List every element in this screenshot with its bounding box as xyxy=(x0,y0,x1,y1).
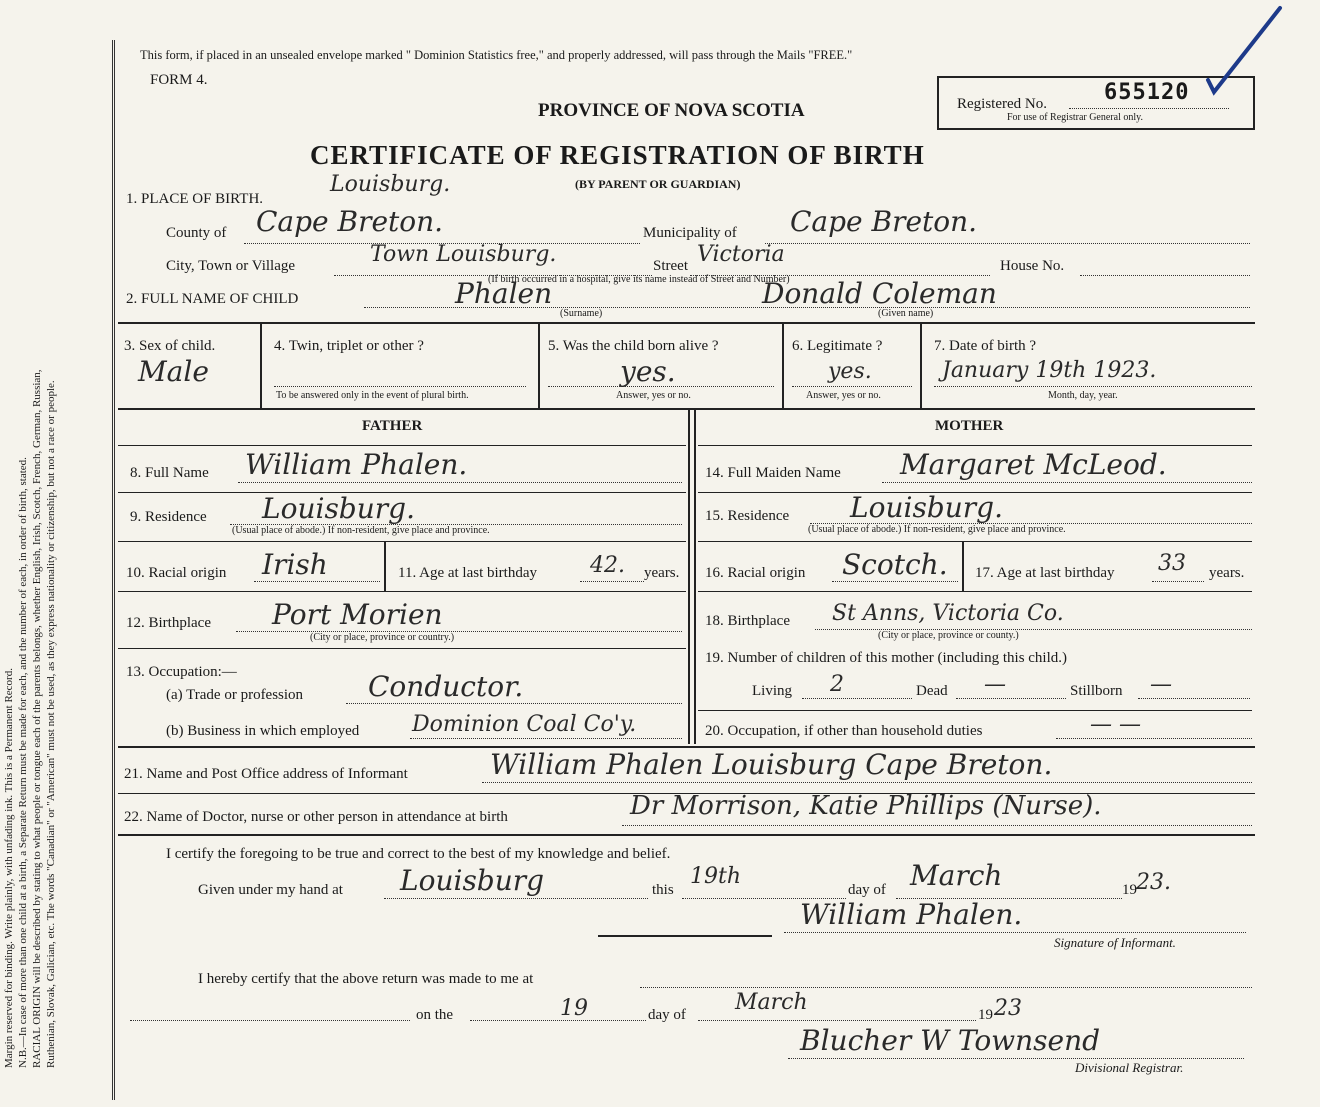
mother-age-label: 17. Age at last birthday xyxy=(975,565,1115,581)
given-place-value: Louisburg xyxy=(400,864,545,897)
certificate-title: CERTIFICATE OF REGISTRATION OF BIRTH xyxy=(310,140,925,170)
mother-race-value: Scotch. xyxy=(842,548,948,581)
certify-day-value: 19th xyxy=(690,864,742,889)
father-race-value: Irish xyxy=(262,548,328,581)
father-residence-value: Louisburg. xyxy=(262,492,415,525)
mother-residence-label: 15. Residence xyxy=(705,508,790,524)
registered-label: Registered No. xyxy=(957,96,1047,112)
house-label: House No. xyxy=(1000,258,1065,274)
mother-age-value: 33 xyxy=(1158,551,1186,576)
margin-note-2: N.B.—In case of more than one child at a birth, a Separate Return must be made for each, and the number of each, in order of birth, stated. xyxy=(17,457,29,1068)
registered-number: 655120 xyxy=(1104,80,1190,105)
registrar-year-prefix: 19 xyxy=(978,1007,993,1023)
registrar-signature: Blucher W Townsend xyxy=(800,1024,1101,1057)
street-value: Victoria xyxy=(697,242,785,267)
place-of-birth-label: 1. PLACE OF BIRTH. xyxy=(126,191,264,207)
certify-day-label: day of xyxy=(848,882,886,898)
father-age-label: 11. Age at last birthday xyxy=(398,565,537,581)
children-count-label: 19. Number of children of this mother (including this child.) xyxy=(705,650,1068,666)
margin-notes xyxy=(2,68,58,1068)
father-residence-label: 9. Residence xyxy=(130,509,207,525)
mother-birthplace-note: (City or place, province or county.) xyxy=(878,630,1019,641)
legitimate-value: yes. xyxy=(828,359,872,384)
given-name-caption: (Given name) xyxy=(878,308,934,319)
registrar-day-label: day of xyxy=(648,1007,686,1023)
mail-notice: This form, if placed in an unsealed envelope marked " Dominion Statistics free," and properly addressed, will pass through the Mails "FREE." xyxy=(140,48,853,62)
living-label: Living xyxy=(752,683,792,699)
margin-note-4: Ruthenian, Slovak, Galician, etc. The words "Canadian" or "American" must not be used, as they express nationality or citizenship, but not a race or people. xyxy=(45,380,57,1068)
given-under-label: Given under my hand at xyxy=(198,882,343,898)
county-label: County of xyxy=(166,225,227,241)
occupation-label: 13. Occupation:— xyxy=(126,664,237,680)
certify-statement: I certify the foregoing to be true and correct to the best of my knowledge and belief. xyxy=(166,846,671,862)
dob-note: Month, day, year. xyxy=(1048,390,1118,401)
trade-value: Conductor. xyxy=(368,670,524,703)
child-surname: Phalen xyxy=(455,277,553,310)
form-number: FORM 4. xyxy=(150,72,208,88)
twin-note: To be answered only in the event of plural birth. xyxy=(276,390,469,401)
mother-residence-note: (Usual place of abode.) If non-resident, give place and province. xyxy=(808,524,1066,535)
doctor-label: 22. Name of Doctor, nurse or other person in attendance at birth xyxy=(124,809,508,825)
mother-heading: MOTHER xyxy=(935,418,1004,434)
father-residence-note: (Usual place of abode.) If non-resident, give place and province. xyxy=(232,525,490,536)
sex-label: 3. Sex of child. xyxy=(124,338,216,354)
father-birthplace-note: (City or place, province or country.) xyxy=(310,632,455,643)
registrar-year-value: 23 xyxy=(994,996,1022,1021)
mother-residence-value: Louisburg. xyxy=(850,491,1003,524)
legitimate-note: Answer, yes or no. xyxy=(806,390,881,401)
city-label: City, Town or Village xyxy=(166,258,296,274)
mother-occupation-label: 20. Occupation, if other than household duties xyxy=(705,723,983,739)
dob-value: January 19th 1923. xyxy=(942,358,1157,383)
father-birthplace-label: 12. Birthplace xyxy=(126,615,211,631)
legitimate-label: 6. Legitimate ? xyxy=(792,338,883,354)
certify-month-value: March xyxy=(910,859,1003,892)
doctor-value: Dr Morrison, Katie Phillips (Nurse). xyxy=(630,791,1102,821)
hospital-note: (If birth occurred in a hospital, give its name instead of Street and Number) xyxy=(488,274,790,285)
registrar-on-label: on the xyxy=(416,1007,454,1023)
certificate-subtitle: (BY PARENT OR GUARDIAN) xyxy=(575,177,741,191)
child-given-name: Donald Coleman xyxy=(762,277,997,310)
binding-rule xyxy=(112,40,115,1100)
mother-name-value: Margaret McLeod. xyxy=(900,448,1167,481)
registrar-day-value: 19 xyxy=(560,996,588,1021)
father-age-unit: years. xyxy=(644,565,680,581)
mother-birthplace-label: 18. Birthplace xyxy=(705,613,790,629)
father-birthplace-value: Port Morien xyxy=(272,598,443,631)
stillborn-label: Stillborn xyxy=(1070,683,1123,699)
trade-label: (a) Trade or profession xyxy=(166,687,304,703)
stillborn-value: — xyxy=(1150,672,1172,697)
registrar-statement: I hereby certify that the above return was made to me at xyxy=(198,971,534,987)
father-race-label: 10. Racial origin xyxy=(126,565,227,581)
registrar-month-value: March xyxy=(735,990,808,1015)
father-name-label: 8. Full Name xyxy=(130,465,209,481)
margin-note-1: Margin reserved for binding. Write plainly, with unfading ink. This is a Permanent Record. xyxy=(3,668,15,1068)
check-mark-icon xyxy=(1200,0,1290,100)
this-label: this xyxy=(652,882,674,898)
dead-value: — xyxy=(984,672,1006,697)
certify-year-value: 23. xyxy=(1136,870,1171,895)
county-value: Cape Breton. xyxy=(256,205,444,238)
father-age-value: 42. xyxy=(590,553,625,578)
informant-label: 21. Name and Post Office address of Informant xyxy=(124,766,408,782)
business-label: (b) Business in which employed xyxy=(166,723,360,739)
street-label: Street xyxy=(653,258,688,274)
surname-caption: (Surname) xyxy=(560,308,603,319)
business-value: Dominion Coal Co'y. xyxy=(412,712,637,737)
twin-label: 4. Twin, triplet or other ? xyxy=(274,338,424,354)
mother-age-unit: years. xyxy=(1209,565,1245,581)
mother-race-label: 16. Racial origin xyxy=(705,565,806,581)
mother-birthplace-value: St Anns, Victoria Co. xyxy=(832,601,1064,626)
father-name-value: William Phalen. xyxy=(245,448,468,481)
municipality-label: Municipality of xyxy=(643,225,737,241)
alive-value: yes. xyxy=(620,355,676,388)
certify-year-prefix: 19 xyxy=(1122,882,1137,898)
registrar-note: For use of Registrar General only. xyxy=(1007,112,1143,123)
informant-value: William Phalen Louisburg Cape Breton. xyxy=(490,748,1053,781)
living-value: 2 xyxy=(830,672,844,697)
margin-note-3: RACIAL ORIGIN will be described by stating to what people or tongue each of the parents belongs, whether English, Irish, Scotch, French, German, Russian, xyxy=(31,369,43,1068)
city-value: Town Louisburg. xyxy=(370,242,557,267)
child-name-label: 2. FULL NAME OF CHILD xyxy=(126,291,299,307)
place-of-birth-value: Louisburg. xyxy=(330,172,451,197)
father-heading: FATHER xyxy=(362,418,423,434)
municipality-value: Cape Breton. xyxy=(790,205,978,238)
mother-occupation-value: — — xyxy=(1090,712,1141,737)
alive-note: Answer, yes or no. xyxy=(616,390,691,401)
informant-signature-caption: Signature of Informant. xyxy=(1054,935,1176,950)
registrar-caption: Divisional Registrar. xyxy=(1075,1060,1184,1075)
province-heading: PROVINCE OF NOVA SCOTIA xyxy=(538,100,805,121)
alive-label: 5. Was the child born alive ? xyxy=(548,338,719,354)
informant-signature: William Phalen. xyxy=(800,898,1023,931)
mother-name-label: 14. Full Maiden Name xyxy=(705,465,841,481)
dob-label: 7. Date of birth ? xyxy=(934,338,1037,354)
dead-label: Dead xyxy=(916,683,948,699)
sex-value: Male xyxy=(138,355,209,388)
